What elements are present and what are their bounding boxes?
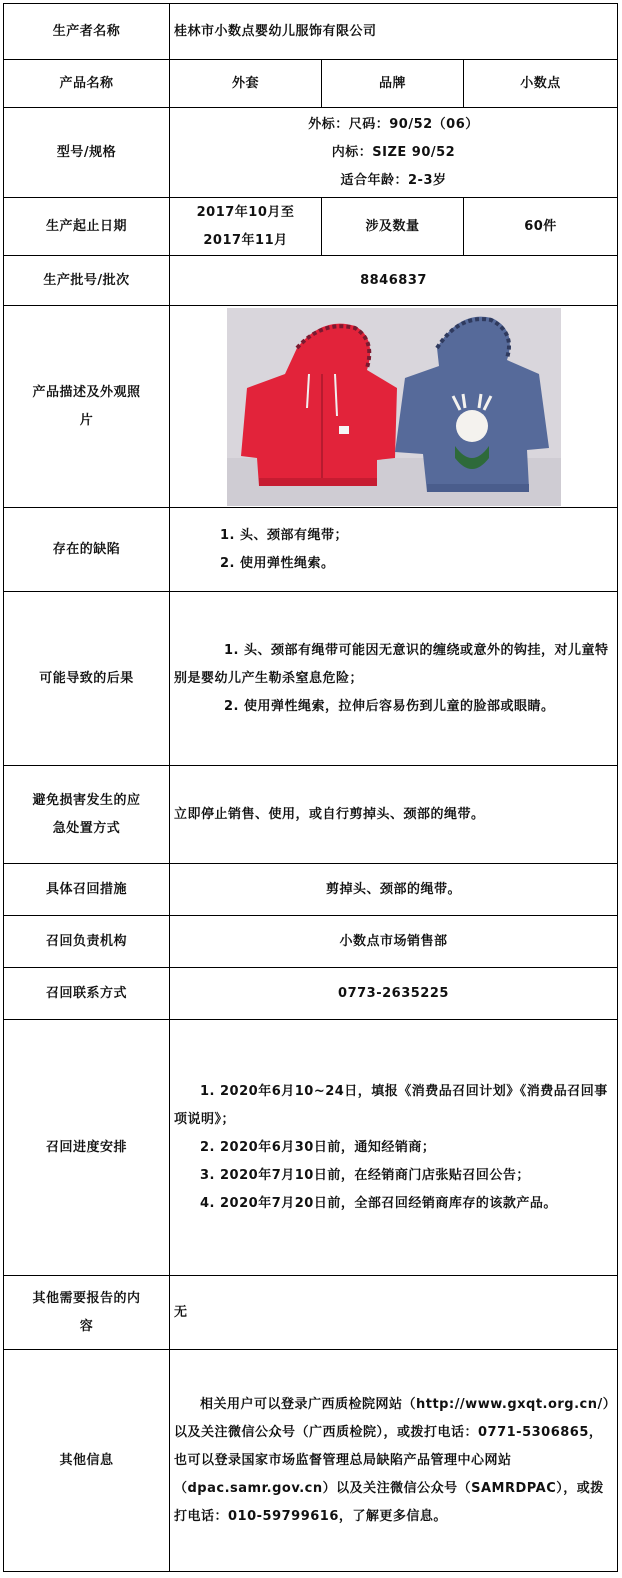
manufacturer-value: 桂林市小数点婴幼儿服饰有限公司 — [170, 4, 618, 60]
defects-label: 存在的缺陷 — [4, 508, 170, 592]
row-measures — [4, 864, 618, 916]
model-label: 型号/规格 — [4, 108, 170, 198]
emergency-label — [4, 766, 170, 864]
description-label-line2: 片 — [79, 412, 94, 428]
row-defects — [4, 508, 618, 592]
brand-value: 小数点 — [464, 60, 618, 108]
consequences-label: 可能导致的后果 — [4, 592, 170, 766]
model-age: 适合年龄：2-3岁 — [340, 172, 447, 188]
row-consequences — [4, 592, 618, 766]
defects-value — [170, 508, 618, 592]
row-batch — [4, 256, 618, 306]
row-description — [4, 306, 618, 508]
emergency-value: 立即停止销售、使用，或自行剪掉头、颈部的绳带。 — [170, 766, 618, 864]
row-manufacturer — [4, 4, 618, 60]
batch-value: 8846837 — [170, 256, 618, 306]
measures-value: 剪掉头、颈部的绳带。 — [170, 864, 618, 916]
row-contact — [4, 968, 618, 1020]
production-date-label: 生产起止日期 — [4, 198, 170, 256]
other-report-value: 无 — [170, 1276, 618, 1350]
other-report-label — [4, 1276, 170, 1350]
model-outer-tag: 外标：尺码：90/52（06） — [308, 116, 479, 132]
other-info-label: 其他信息 — [4, 1350, 170, 1572]
consequence-item: 1. 头、颈部有绳带可能因无意识的缠绕或意外的钩挂，对儿童特别是婴幼儿产生勒杀窒息危险； — [174, 642, 609, 686]
organization-value: 小数点市场销售部 — [170, 916, 618, 968]
consequences-value — [170, 592, 618, 766]
row-production-date — [4, 198, 618, 256]
manufacturer-label: 生产者名称 — [4, 4, 170, 60]
other-info-text: 相关用户可以登录广西质检院网站（http://www.gxqt.org.cn/）以及关注微信公众号（广西质检院），或拨打电话：0771-5306865，也可以登录国家市场监督管理总局缺陷产品管理中心网站（dpac.samr.gov.cn）以及关注微信公众号（SAMRDPAC），或拨打电话：010-59799616，了解更多信息。 — [174, 1396, 610, 1524]
schedule-item: 4. 2020年7月20日前，全部召回经销商库存的该款产品。 — [200, 1195, 557, 1211]
batch-label: 生产批号/批次 — [4, 256, 170, 306]
quantity-value: 60件 — [464, 198, 618, 256]
schedule-label: 召回进度安排 — [4, 1020, 170, 1276]
other-info-value — [170, 1350, 618, 1572]
defect-item: 2. 使用弹性绳索。 — [220, 555, 335, 571]
production-date-value — [170, 198, 322, 256]
schedule-item: 2. 2020年6月30日前，通知经销商； — [200, 1139, 436, 1155]
contact-value: 0773-2635225 — [170, 968, 618, 1020]
quantity-label: 涉及数量 — [322, 198, 464, 256]
description-photo-cell — [170, 306, 618, 508]
recall-info-table — [3, 3, 618, 1572]
row-emergency — [4, 766, 618, 864]
consequence-item: 2. 使用弹性绳索，拉伸后容易伤到儿童的脸部或眼睛。 — [224, 698, 555, 714]
description-label-line1: 产品描述及外观照 — [32, 384, 141, 400]
model-inner-tag: 内标：SIZE 90/52 — [331, 144, 456, 160]
brand-label: 品牌 — [322, 60, 464, 108]
measures-label: 具体召回措施 — [4, 864, 170, 916]
other-report-label-line1: 其他需要报告的内 — [32, 1290, 141, 1306]
defect-item: 1. 头、颈部有绳带； — [220, 527, 349, 543]
row-product — [4, 60, 618, 108]
production-date-start: 2017年10月至 — [196, 204, 295, 220]
row-other-report — [4, 1276, 618, 1350]
row-model — [4, 108, 618, 198]
product-name-label: 产品名称 — [4, 60, 170, 108]
schedule-item: 3. 2020年7月10日前，在经销商门店张贴召回公告； — [200, 1167, 530, 1183]
schedule-value — [170, 1020, 618, 1276]
product-name-value: 外套 — [170, 60, 322, 108]
emergency-label-line1: 避免损害发生的应 — [32, 792, 141, 808]
contact-label: 召回联系方式 — [4, 968, 170, 1020]
row-organization — [4, 916, 618, 968]
emergency-label-line2: 急处置方式 — [52, 820, 121, 836]
other-report-label-line2: 容 — [79, 1318, 94, 1334]
schedule-item: 1. 2020年6月10~24日，填报《消费品召回计划》《消费品召回事项说明》； — [174, 1083, 608, 1127]
row-other-info — [4, 1350, 618, 1572]
row-schedule — [4, 1020, 618, 1276]
organization-label: 召回负责机构 — [4, 916, 170, 968]
description-label — [4, 306, 170, 508]
model-value — [170, 108, 618, 198]
two-child-jackets-photo — [227, 308, 561, 506]
production-date-end: 2017年11月 — [203, 232, 288, 248]
